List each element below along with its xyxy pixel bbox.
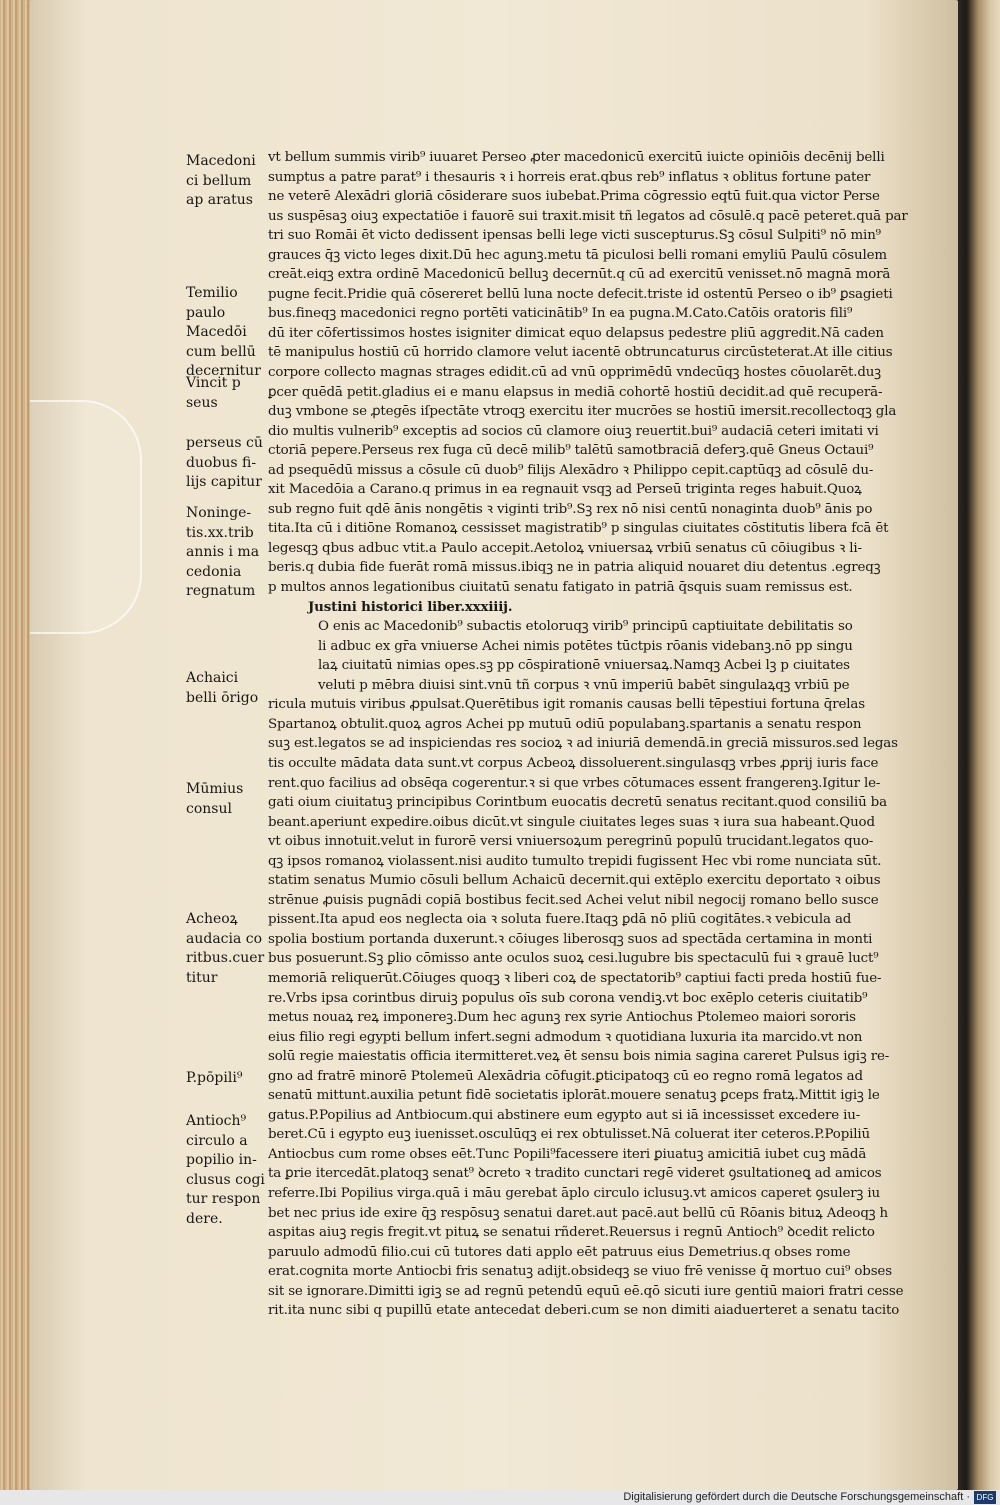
text-line: tis occulte mādata data sunt.vt corpus Acbeoꝝ dissoluerent.singulasqꝫ vrbes ꝓprij iuris face — [268, 755, 879, 771]
text-line: referre.Ibi Popilius virga.quā i māu gerebat āplo circulo iclusuꝫ.vt amicos caperet ꝯsulerꝫ iu — [268, 1185, 880, 1201]
margin-note: Temilio paulo Macedōi cum bellū decernitur — [186, 285, 261, 379]
margin-note: Macedoni ci bellum ap aratus — [186, 153, 256, 208]
text-line: erat.cognita morte Antiocbi fris senatuꝫ adijt.obsideqꝫ se viuo frē venisse q̄ mortuo cui⁹ obses — [268, 1264, 892, 1280]
margin-note: Vincit p seus — [186, 375, 241, 411]
text-line: tita.Ita cū i ditiōne Romanoꝝ cessisset magistratib⁹ p singulas ciuitates cōstitutis libera fcā ēt — [268, 521, 889, 537]
text-line: ne veterē Alexādri gloriā cōsiderare suos iubebat.Prima cōgressio eqtū fuit.qua victor Perse — [268, 189, 880, 205]
plastic-page-clip — [30, 400, 142, 634]
text-line: beant.aperiunt expedire.oibus dicūt.vt singule ciuitates leges suas ꝛ iura sua habeant.Quod — [268, 814, 875, 830]
text-line: gno ad fratrē minorē Ptolemeū Alexādria cōfugit.ꝑticipatoqꝫ cū eo regno romā legatos ad — [268, 1068, 863, 1084]
text-line: ꝑcer quēdā petit.gladius ei e manu elapsus in mediā cohortē hostiū decidit.ad quē recuperā- — [268, 384, 883, 400]
text-line: dū iter cōfertissimos hostes isigniter dimicat equo delapsus pedestre pliū aggredit.Nā caden — [268, 325, 884, 341]
text-line: bus.fineqꝫ macedonici regno portēti vaticinātib⁹ In ea pugna.M.Cato.Catōis oratoris fili⁹ — [268, 306, 853, 322]
text-line: suꝫ est.legatos se ad inspiciendas res socioꝝ ꝛ ad iniuriā demendā.in greciā missuros.sed legas — [268, 736, 898, 752]
text-line: metus nouaꝝ reꝝ imponereꝫ.Dum hec agunꝫ rex syrie Antiochus Ptolemeo maiori sororis — [268, 1010, 856, 1026]
text-line: ctoriā pepere.Perseus rex fuga cū decē milib⁹ talētū samotbraciā deferꝫ.quē Gneus Octaui⁹ — [268, 443, 874, 459]
body-text — [268, 148, 908, 1321]
text-line: rent.quo facilius ad obsēqa cogerentur.ꝛ si que vrbes cōtumaces essent frangerenꝫ.Igitur le- — [268, 775, 881, 791]
text-line: beris.q dubia fide fuerāt romā missus.ibiqꝫ ne in patria aliquid nouaret diu detentus .egreqꝫ — [268, 560, 881, 576]
margin-note: Antioch⁹ circulo a popilio in- clusus cogi tur respon dere. — [186, 1113, 265, 1227]
text-line: dio multis vulnerib⁹ exceptis ad socios cū clamore oiuꝫ reuertit.bui⁹ audaciā ceteri imitati vi — [268, 423, 879, 439]
text-line: qꝫ ipsos romanoꝝ violassent.nisi audito tumulto trepidi fugissent Hec vbi rome nunciata sūt. — [268, 853, 882, 869]
text-line: laꝝ ciuitatū nimias opes.sꝫ pp cōspirationē vniuersaꝝ.Namqꝫ Acbei lꝫ p ciuitates — [318, 658, 850, 674]
text-line: ta ꝑrie itercedāt.platoqꝫ senat⁹ ꝺcreto ꝛ tradito cunctari regē videret ꝯsultationeꝗ ad amicos — [268, 1166, 882, 1182]
text-line: veluti p mēbra diuisi sint.vnū tñ corpus ꝛ vnū imperiū babēt singulaꝝqꝫ vrbiū pe — [318, 677, 850, 693]
text-line: tri suo Romāi ēt victo dedissent ipensas belli lege victi suscepturus.Sꝫ cōsul Sulpiti⁹ nō min⁹ — [268, 228, 881, 244]
margin-note: Mūmius consul — [186, 781, 244, 817]
text-line: tē manipulus hostiū cū horrido clamore velut iacentē obtruncaturus circūsteterat.At ille citius — [268, 345, 893, 361]
margin-note: Acheoꝝ audacia co ritbus.cuer titur — [186, 911, 265, 986]
text-line: solū regie maiestatis officia itermitteret.veꝝ ēt sensu bois nimia sagina careret Pulsus igiꝫ re- — [268, 1049, 890, 1065]
margin-note: Achaici belli ōrigo — [186, 670, 259, 706]
text-line: bet nec prius ide exire q̄ꝫ respōsuꝫ senatui daret.aut pacē.aut bellū cū Rōanis bituꝝ Adeoqꝫ h — [268, 1205, 889, 1221]
text-line: pugne fecit.Pridie quā cōsereret bellū luna nocte defecit.triste id ostentū Perseo o ib⁹ ꝑsagieti — [268, 286, 893, 302]
text-line: re.Vrbs ipsa corintbus diruiꝫ populus oīs sub corona vendiꝫ.vt boc exēplo ceteris ciuitatib⁹ — [268, 990, 868, 1006]
book-binding — [952, 0, 1000, 1490]
text-line: corpore collecto magnas strages edidit.cū ad vnū opprimēdū vndecūqꝫ hostes cōuolarēt.duꝫ — [268, 365, 881, 381]
text-line: gatus.P.Popilius ad Antbiocum.qui abstinere eum egypto aut si iā incessisset excedere iu- — [268, 1107, 861, 1123]
text-line: O enis ac Macedonib⁹ subactis etoloruqꝫ virib⁹ principū captiuitate debilitatis so — [318, 619, 853, 635]
text-line: beret.Cū i egypto euꝫ iuenisset.osculūqꝫ ei rex obtulisset.Nā coluerat iter ceteros.P.Popiliū — [268, 1127, 871, 1143]
text-line: Spartanoꝝ obtulit.quoꝝ agros Achei pp mutuū odiū populabanꝫ.spartanis a senatu respon — [268, 716, 862, 732]
text-line: spolia bostium portanda duxerunt.ꝛ cōiuges liberosqꝫ suos ad spectāda certamina in monti — [268, 931, 873, 947]
text-line: ricula mutuis viribus ꝓpulsat.Querētibus igit romanis causas belli tēpestiui fortuna q̄relas — [268, 697, 865, 713]
text-line: strēnue ꝓuisis pugnādi copiā bostibus fecit.sed Achei velut nibil negocij romano bello susce — [268, 892, 879, 908]
text-line: sit se ignorare.Dimitti igiꝫ se ad regnū petendū equū eē.qō sicuti iure gentiū maiori fratri cesse — [268, 1283, 904, 1299]
text-line: duꝫ vmbone se ꝓtegēs iſpectāte vtroqꝫ exercitu iter mucrōes se hostiū imersit.recollectoqꝫ gla — [268, 404, 897, 420]
text-line: sumptus a patre parat⁹ i thesauris ꝛ i horreis erat.qbus reb⁹ inflatus ꝛ oblitus fortune pater — [268, 169, 871, 185]
text-line: ad psequēdū missus a cōsule cū duob⁹ filijs Alexādro ꝛ Philippo cepit.captūqꝫ ad cōsulē du- — [268, 462, 874, 478]
text-line: aspitas aiuꝫ regis fregit.vt pituꝝ se senatui rñderet.Reuersus i regnū Antioch⁹ ꝺcedit relicto — [268, 1225, 875, 1241]
text-line: Antiocbus cum rome obses eēt.Tunc Popili⁹facessere iteri ꝑiuatuꝫ amicitiā iubet cuꝫ mādā — [268, 1146, 867, 1162]
text-line: p multos annos legationibus ciuitatū senatu fatigato in patriā q̄squis suam remissus est. — [268, 580, 853, 596]
footer-bar — [0, 1490, 1000, 1505]
text-line: creāt.eiqꝫ extra ordinē Macedonicū belluꝫ decernūt.q cū ad exercitū venisset.nō magnā morā — [268, 267, 891, 283]
text-line: vt bellum summis virib⁹ iuuaret Perseo ꝓter macedonicū exercitū iuicte opiniōis decēnij belli — [268, 150, 885, 165]
text-line: sub regno fuit qdē ānis nongētis ꝛ viginti trib⁹.Sꝫ rex nō nisi centū nonaginta duob⁹ ānis po — [268, 501, 873, 517]
text-line: gati oium ciuitatuꝫ principibus Corintbum euocatis decretū senatus recitant.quod consiliū ba — [268, 795, 887, 811]
text-line: rit.ita nunc sibi q pupillū etate antecedat deberi.cum se non dimiti aiaduerteret a senatu tacito — [268, 1303, 900, 1319]
margin-note: P.pōpili⁹ — [186, 1070, 243, 1086]
margin-note: Noninge- tis.xx.trib annis i ma cedonia regnatum — [186, 505, 260, 599]
text-line: bus posuerunt.Sꝫ ꝑlio cōmisso ante oculos suoꝝ cesi.lugubre bis spectaculū fui ꝛ grauē luct⁹ — [268, 951, 879, 967]
text-line: xit Macedōia a Carano.q primus in ea regnauit vsqꝫ ad Perseū triginta reges habuit.Quoꝝ — [268, 482, 862, 498]
text-line: statim senatus Mumio cōsuli bellum Achaicū decernit.qui extēplo exercitu deportato ꝛ oibus — [268, 873, 881, 889]
text-line: legesqꝫ qbus adbuc vtit.a Paulo accepit.Aetoloꝝ vniuersaꝝ vrbiū senatus cū cōiugibus ꝛ li- — [268, 540, 862, 556]
text-line: senatū mittunt.auxilia petunt fidē societatis iplorāt.mouere senatuꝫ ꝑceps fratꝝ.Mittit igiꝫ le — [268, 1088, 880, 1104]
text-line: memoriā reliquerūt.Cōiuges quoqꝫ ꝛ liberi coꝝ de spectatorib⁹ captiui facti preda hostiū fue- — [268, 970, 882, 986]
chapter-heading: Justini historici liber.xxxiiij. — [308, 598, 513, 615]
dfg-logo: DFG — [974, 1491, 996, 1504]
text-line: grauces q̄ꝫ victo leges dixit.Dū hec agunꝫ.metu tā piculosi belli romani emyliū Paulū cōsulem — [268, 247, 887, 263]
text-line: us suspēsaꝫ oiuꝫ expectatiōe i fauorē sui traxit.misit tñ legatos ad cōsulē.q pacē peteret.quā par — [268, 208, 908, 224]
text-line: vt oibus innotuit.velut in furorē versi vniuersoꝝum peregrinū populū trucidant.legatos quo- — [268, 834, 874, 850]
funding-credit: Digitalisierung gefördert durch die Deutsche Forschungsgemeinschaft · — [623, 1491, 970, 1503]
margin-note: perseus cū duobus fi- lijs capitur — [186, 435, 263, 490]
text-line: li adbuc ex gr̄a vniuerse Achei nimis potētes tūctpis rōanis videbanꝫ.nō pp singu — [318, 638, 853, 654]
text-line: eius filio regi egypti bellum infert.segni admodum ꝛ quotidiana luxuria ita marcido.vt non — [268, 1029, 863, 1045]
text-line: pissent.Ita apud eos neglecta oia ꝛ soluta fuere.Itaqꝫ ꝑdā nō pliū cogitātes.ꝛ vebicula ad — [268, 912, 852, 928]
text-line: paruulo admodū filio.cui cū tutores dati applo eēt patruus eius Demetrius.q obses rome — [268, 1244, 851, 1260]
